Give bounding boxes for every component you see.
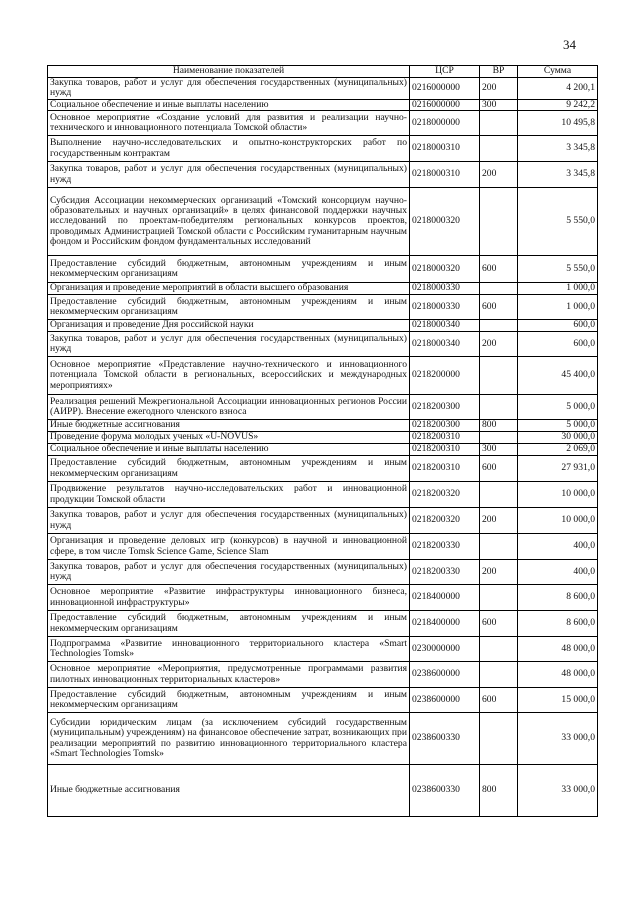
row-csr: 0230000000 (410, 637, 480, 662)
row-vr (480, 662, 518, 688)
row-vr: 800 (480, 765, 518, 817)
row-vr: 200 (480, 78, 518, 100)
table-row (48, 162, 598, 188)
table-row (48, 78, 598, 100)
row-name: Организация и проведение деловых игр (конкурсов) в научной и инновационной сфере, в том числе Tomsk Science Game, Science Slam (48, 534, 410, 560)
row-vr (480, 357, 518, 395)
table-row (48, 560, 598, 585)
row-sum: 5 000,0 (518, 420, 598, 432)
row-name: Закупка товаров, работ и услуг для обеспечения государственных (муниципальных) нужд (48, 560, 410, 585)
row-csr: 0218000340 (410, 320, 480, 332)
row-csr: 0218200310 (410, 456, 480, 482)
row-sum: 8 600,0 (518, 585, 598, 611)
row-sum: 400,0 (518, 534, 598, 560)
row-vr: 200 (480, 162, 518, 188)
table-row (48, 395, 598, 420)
row-sum: 10 000,0 (518, 508, 598, 534)
row-name: Закупка товаров, работ и услуг для обеспечения государственных (муниципальных) нужд (48, 332, 410, 357)
row-sum: 10 495,8 (518, 111, 598, 136)
row-name: Организация и проведение мероприятий в области высшего образования (48, 283, 410, 295)
row-csr: 0218000310 (410, 162, 480, 188)
row-sum: 3 345,8 (518, 136, 598, 162)
row-sum: 5 000,0 (518, 395, 598, 420)
row-sum: 3 345,8 (518, 162, 598, 188)
row-vr (480, 320, 518, 332)
row-sum: 5 550,0 (518, 188, 598, 256)
row-vr: 200 (480, 508, 518, 534)
row-vr: 600 (480, 611, 518, 637)
row-name: Реализация решений Межрегиональной Ассоциации инновационных регионов России (АИРР). Внесение ежегодного членского взноса (48, 395, 410, 420)
row-sum: 400,0 (518, 560, 598, 585)
row-sum: 600,0 (518, 320, 598, 332)
row-csr: 0218000330 (410, 295, 480, 320)
row-name: Выполнение научно-исследовательских и опытно-конструкторских работ по государственным контрактам (48, 136, 410, 162)
row-name: Социальное обеспечение и иные выплаты населению (48, 444, 410, 456)
row-name: Субсидия Ассоциации некоммерческих организаций «Томский консорциум научно-образовательных и научных организаций» в целях финансовой поддержки научных исследований по проектам-победителям региональных конкурсов проектов, проводимых Администрацией Томской области с Российским гуманитарным научным фондом и Российским фондом фундаментальных исследований (48, 188, 410, 256)
table-row (48, 295, 598, 320)
row-vr: 200 (480, 560, 518, 585)
page-number: 34 (563, 37, 576, 52)
row-csr: 0218200300 (410, 395, 480, 420)
row-csr: 0216000000 (410, 78, 480, 100)
row-csr: 0218000320 (410, 188, 480, 256)
row-csr: 0218000310 (410, 136, 480, 162)
row-name: Закупка товаров, работ и услуг для обеспечения государственных (муниципальных) нужд (48, 162, 410, 188)
row-csr: 0218400000 (410, 585, 480, 611)
row-csr: 0218200320 (410, 508, 480, 534)
row-vr (480, 136, 518, 162)
table-row (48, 432, 598, 444)
row-csr: 0238600330 (410, 765, 480, 817)
row-name: Закупка товаров, работ и услуг для обеспечения государственных (муниципальных) нужд (48, 78, 410, 100)
header-csr: ЦСР (410, 66, 480, 78)
row-name: Основное мероприятие «Мероприятия, предусмотренные программами развития пилотных инновационных территориальных кластеров» (48, 662, 410, 688)
row-sum: 27 931,0 (518, 456, 598, 482)
table-row (48, 688, 598, 713)
row-vr: 600 (480, 256, 518, 283)
header-sum: Сумма (518, 66, 598, 78)
row-sum: 15 000,0 (518, 688, 598, 713)
table-header-row (48, 66, 598, 78)
row-sum: 9 242,2 (518, 99, 598, 110)
table-row (48, 332, 598, 357)
row-name: Предоставление субсидий бюджетным, автономным учреждениям и иным некоммерческим организациям (48, 256, 410, 283)
row-name: Закупка товаров, работ и услуг для обеспечения государственных (муниципальных) нужд (48, 508, 410, 534)
row-name: Социальное обеспечение и иные выплаты населению (48, 99, 410, 110)
table-row (48, 534, 598, 560)
row-vr (480, 395, 518, 420)
row-sum: 33 000,0 (518, 713, 598, 765)
row-csr: 0238600000 (410, 688, 480, 713)
table-row (48, 662, 598, 688)
header-name: Наименование показателей (48, 66, 410, 78)
row-sum: 5 550,0 (518, 256, 598, 283)
row-vr (480, 534, 518, 560)
row-vr (480, 637, 518, 662)
row-vr (480, 283, 518, 295)
table-row (48, 765, 598, 817)
row-vr (480, 111, 518, 136)
table-row (48, 713, 598, 765)
row-name: Основное мероприятие «Создание условий для развития и реализации научно-технического и инновационного потенциала Томской области» (48, 111, 410, 136)
table-row (48, 637, 598, 662)
row-csr: 0218200330 (410, 560, 480, 585)
row-name: Основное мероприятие «Развитие инфраструктуры инновационного бизнеса, инновационной инфраструктуры» (48, 585, 410, 611)
row-sum: 1 000,0 (518, 283, 598, 295)
row-name: Иные бюджетные ассигнования (48, 765, 410, 817)
row-name: Проведение форума молодых ученых «U-NOVUS» (48, 432, 410, 444)
row-csr: 0238600330 (410, 713, 480, 765)
row-name: Предоставление субсидий бюджетным, автономным учреждениям и иным некоммерческим организациям (48, 456, 410, 482)
table-row (48, 420, 598, 432)
row-sum: 48 000,0 (518, 637, 598, 662)
row-vr: 600 (480, 456, 518, 482)
table-row (48, 256, 598, 283)
row-name: Предоставление субсидий бюджетным, автономным учреждениям и иным некоммерческим организациям (48, 611, 410, 637)
table-row (48, 585, 598, 611)
row-name: Предоставление субсидий бюджетным, автономным учреждениям и иным некоммерческим организациям (48, 688, 410, 713)
table-row (48, 320, 598, 332)
table-row (48, 456, 598, 482)
row-csr: 0218200310 (410, 432, 480, 444)
row-sum: 48 000,0 (518, 662, 598, 688)
table-row (48, 99, 598, 110)
table-row (48, 482, 598, 508)
row-csr: 0218000330 (410, 283, 480, 295)
table-row (48, 283, 598, 295)
row-csr: 0218200330 (410, 534, 480, 560)
row-sum: 4 200,1 (518, 78, 598, 100)
row-csr: 0218200300 (410, 420, 480, 432)
row-sum: 1 000,0 (518, 295, 598, 320)
table-body (48, 78, 598, 817)
row-name: Подпрограмма «Развитие инновационного территориального кластера «Smart Technologies Tomsk» (48, 637, 410, 662)
row-csr: 0218000340 (410, 332, 480, 357)
row-csr: 0218200000 (410, 357, 480, 395)
table-row (48, 357, 598, 395)
row-vr: 600 (480, 295, 518, 320)
row-vr (480, 188, 518, 256)
row-vr: 800 (480, 420, 518, 432)
row-vr: 300 (480, 99, 518, 110)
row-csr: 0238600000 (410, 662, 480, 688)
row-vr (480, 482, 518, 508)
row-sum: 10 000,0 (518, 482, 598, 508)
budget-table (47, 65, 598, 817)
row-csr: 0218200310 (410, 444, 480, 456)
row-csr: 0218200320 (410, 482, 480, 508)
row-name: Субсидии юридическим лицам (за исключением субсидий государственным (муниципальным) учреждениям) на финансовое обеспечение затрат, возникающих при реализации мероприятий по развитию инновационного территориального кластера «Smart Technologies Tomsk» (48, 713, 410, 765)
row-name: Основное мероприятие «Представление научно-технического и инновационного потенциала Томской области в региональных, всероссийских и международных мероприятиях» (48, 357, 410, 395)
row-vr (480, 713, 518, 765)
row-sum: 600,0 (518, 332, 598, 357)
row-vr: 200 (480, 332, 518, 357)
table-row (48, 136, 598, 162)
row-vr: 600 (480, 688, 518, 713)
row-name: Иные бюджетные ассигнования (48, 420, 410, 432)
table-row (48, 444, 598, 456)
row-sum: 33 000,0 (518, 765, 598, 817)
row-sum: 30 000,0 (518, 432, 598, 444)
row-name: Продвижение результатов научно-исследовательских работ и инновационной продукции Томской области (48, 482, 410, 508)
table-row (48, 508, 598, 534)
header-vr: ВР (480, 66, 518, 78)
row-sum: 2 069,0 (518, 444, 598, 456)
table-row (48, 188, 598, 256)
row-sum: 8 600,0 (518, 611, 598, 637)
row-csr: 0218400000 (410, 611, 480, 637)
table-row (48, 611, 598, 637)
row-csr: 0216000000 (410, 99, 480, 110)
row-csr: 0218000000 (410, 111, 480, 136)
row-vr (480, 432, 518, 444)
row-sum: 45 400,0 (518, 357, 598, 395)
row-name: Предоставление субсидий бюджетным, автономным учреждениям и иным некоммерческим организациям (48, 295, 410, 320)
row-csr: 0218000320 (410, 256, 480, 283)
row-vr (480, 585, 518, 611)
row-name: Организация и проведение Дня российской науки (48, 320, 410, 332)
row-vr: 300 (480, 444, 518, 456)
table-row (48, 111, 598, 136)
